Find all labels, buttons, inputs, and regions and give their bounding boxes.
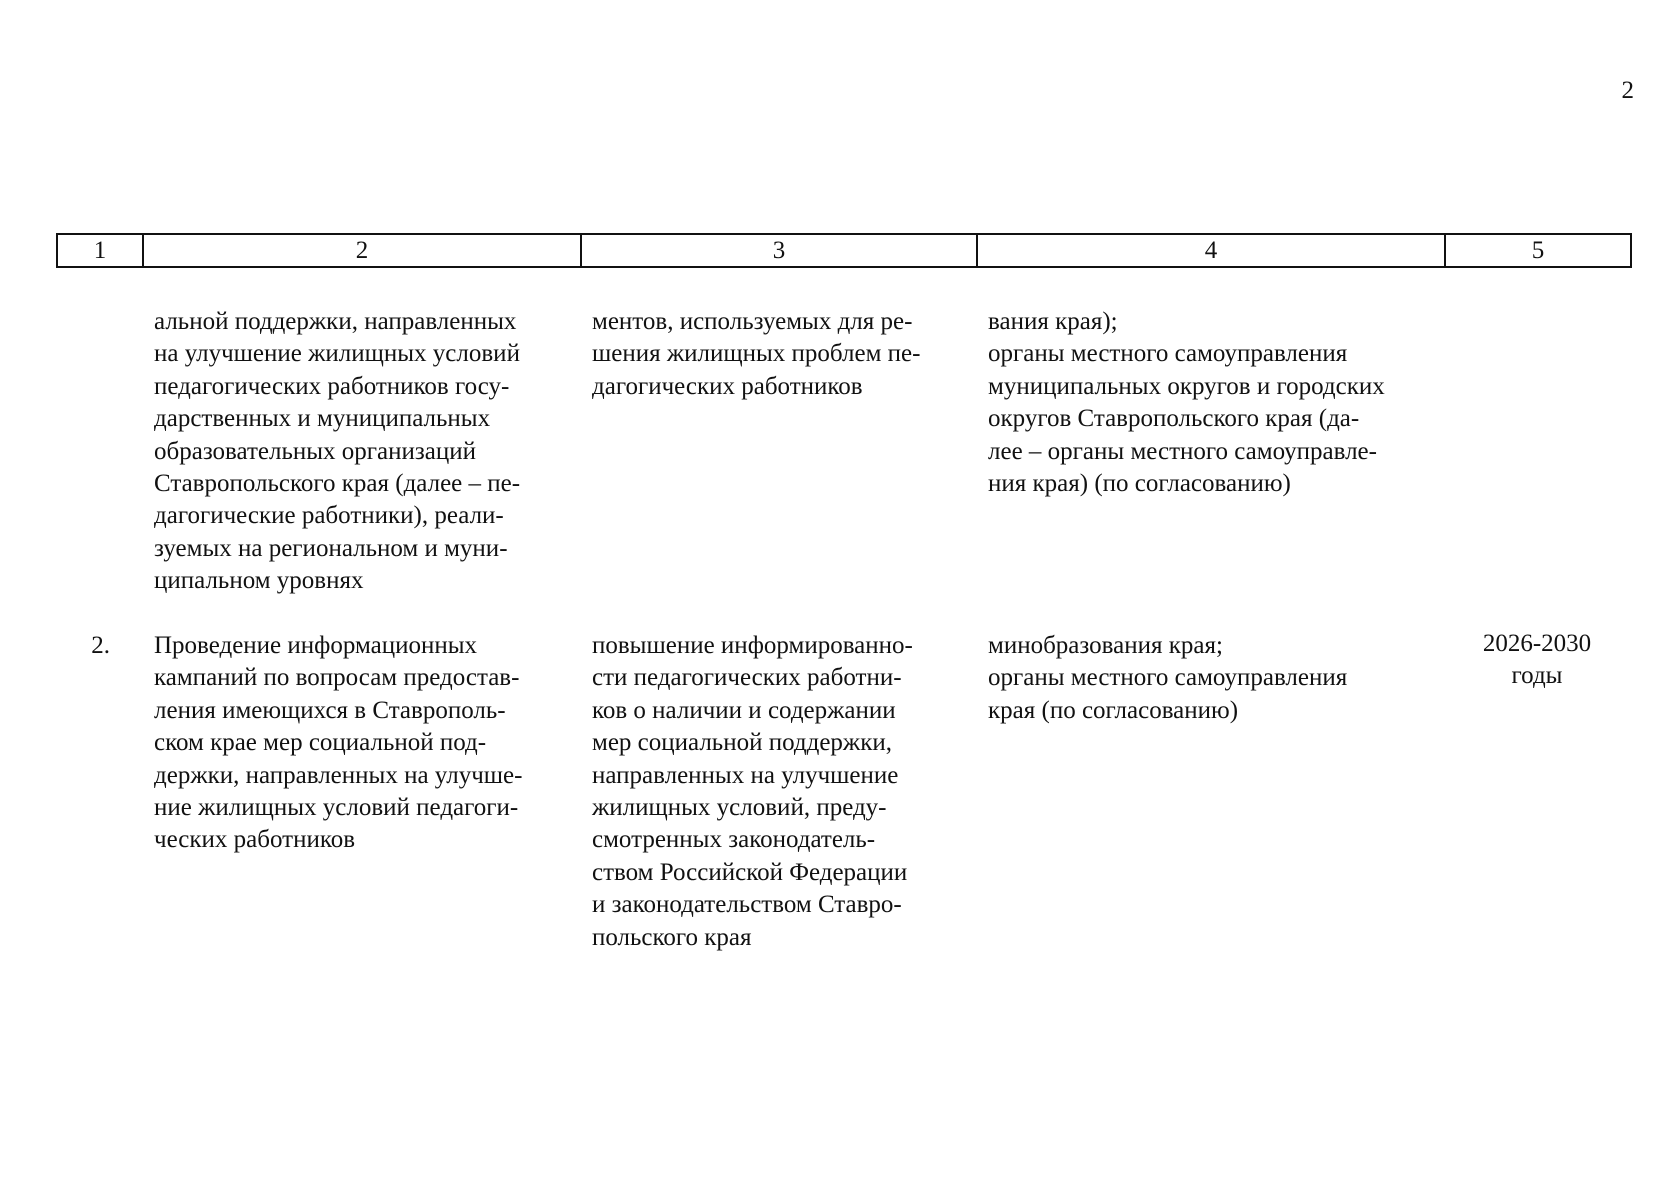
text-line: дарственных и муниципальных [154, 405, 491, 433]
text-line: образовательных организаций [154, 437, 477, 465]
text-line: органы местного самоуправления [988, 664, 1348, 692]
row1-result-text [592, 306, 968, 403]
text-line: Ставропольского края (далее – пе- [154, 470, 521, 498]
row2-measure-text [154, 630, 570, 857]
row2-deadline-text [1452, 628, 1622, 693]
text-line: педагогических работников госу- [154, 372, 510, 400]
text-line: органы местного самоуправления [988, 340, 1348, 368]
text-line: дагогических работников [592, 372, 863, 400]
text-line: Проведение информационных [154, 632, 478, 659]
text-line: ментов, используемых для ре- [592, 308, 913, 335]
text-line: шения жилищных проблем пе- [592, 340, 921, 368]
text-line: повышение информированно- [592, 632, 913, 659]
text-line: мер социальной поддержки, [592, 729, 892, 757]
row2-result-text [592, 630, 968, 954]
text-line: 2026-2030 [1482, 630, 1592, 657]
text-line: лее – органы местного самоуправле- [988, 437, 1377, 465]
header-col-5: 5 [1445, 234, 1631, 267]
text-line: ния края) (по согласованию) [988, 470, 1291, 498]
text-line: годы [1511, 662, 1563, 690]
row2-responsible-text [988, 630, 1434, 727]
header-col-2: 2 [143, 234, 581, 267]
text-line: вания края); [988, 308, 1118, 335]
text-line: ском крае мер социальной под- [154, 729, 487, 757]
text-line: смотренных законодатель- [592, 826, 876, 854]
column-number-header [56, 233, 1632, 268]
text-line: ством Российской Федерации [592, 858, 908, 886]
text-line: держки, направленных на улучше- [154, 761, 523, 789]
text-line: альной поддержки, направленных [154, 308, 517, 335]
header-row [57, 234, 1631, 267]
text-line: и законодательством Ставро- [592, 891, 902, 919]
text-line: на улучшение жилищных условий [154, 340, 520, 368]
text-line: польского края [592, 923, 752, 951]
row2-number: 2. [91, 632, 110, 659]
text-line: зуемых на региональном и муни- [154, 534, 508, 562]
text-line: ческих работников [154, 826, 356, 854]
text-line: кампаний по вопросам предостав- [154, 664, 520, 692]
text-line: жилищных условий, преду- [592, 794, 887, 822]
header-col-4: 4 [977, 234, 1445, 267]
header-col-3: 3 [581, 234, 977, 267]
text-line: минобразования края; [988, 632, 1223, 659]
text-line: направленных на улучшение [592, 761, 899, 789]
text-line: ципальном уровнях [154, 567, 364, 595]
text-line: дагогические работники), реали- [154, 502, 504, 530]
text-line: округов Ставропольского края (да- [988, 405, 1360, 433]
text-line: ние жилищных условий педагоги- [154, 794, 519, 822]
header-col-1: 1 [57, 234, 143, 267]
text-line: ков о наличии и содержании [592, 696, 896, 724]
row1-responsible-text [988, 306, 1434, 500]
text-line: края (по согласованию) [988, 696, 1239, 724]
page-number: 2 [1621, 77, 1634, 104]
row1-measure-text [154, 306, 570, 598]
text-line: сти педагогических работни- [592, 664, 902, 692]
text-line: ления имеющихся в Ставрополь- [154, 696, 506, 724]
text-line: муниципальных округов и городских [988, 372, 1385, 400]
